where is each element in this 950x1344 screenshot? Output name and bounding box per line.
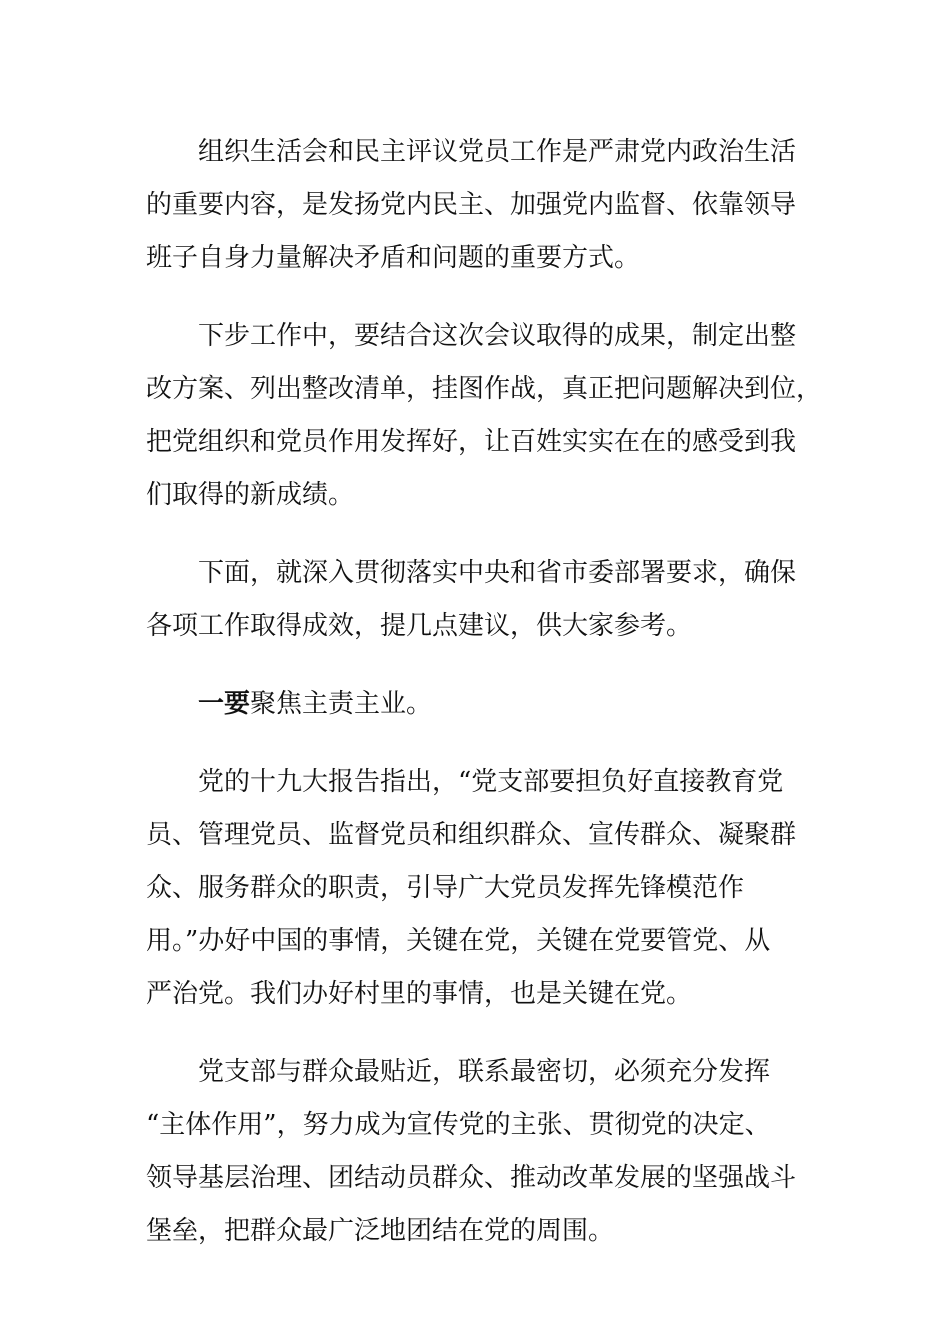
- text-line: 改方案、列出整改清单，挂图作战，真正把问题解决到位，: [146, 374, 823, 404]
- text-line: 们取得的新成绩。: [146, 480, 355, 510]
- text-line: 下步工作中，要结合这次会议取得的成果，制定出整: [198, 321, 797, 351]
- text-line: 众、服务群众的职责，引导广大党员发挥先锋模范作: [146, 873, 745, 903]
- text-line: 严治党。我们办好村里的事情，也是关键在党。: [146, 979, 693, 1009]
- heading-bold-lead: 一要: [198, 689, 251, 719]
- text-line: 用。”办好中国的事情，关键在党，关键在党要管党、从: [146, 926, 771, 956]
- text-line: 把党组织和党员作用发挥好，让百姓实实在在的感受到我: [146, 427, 797, 457]
- text-line: 党支部与群众最贴近，联系最密切，必须充分发挥: [198, 1057, 771, 1087]
- text-line: 领导基层治理、团结动员群众、推动改革发展的坚强战斗: [146, 1163, 797, 1193]
- paragraph-1: [146, 126, 806, 285]
- text-line: 员、管理党员、监督党员和组织群众、宣传群众、凝聚群: [146, 820, 797, 850]
- text-line: 班子自身力量解决矛盾和问题的重要方式。: [146, 243, 641, 273]
- text-line: 党的十九大报告指出，“党支部要担负好直接教育党: [198, 767, 784, 797]
- text-line: 的重要内容，是发扬党内民主、加强党内监督、依靠领导: [146, 190, 797, 220]
- text-line: 组织生活会和民主评议党员工作是严肃党内政治生活: [198, 137, 797, 167]
- paragraph-4: [146, 756, 806, 1021]
- section-heading: [146, 678, 806, 731]
- document-body: [146, 126, 823, 1283]
- paragraph-2: [146, 310, 823, 522]
- text-line: “主体作用”，努力成为宣传党的主张、贯彻党的决定、: [146, 1110, 771, 1140]
- paragraph-3: [146, 547, 806, 653]
- text-line: 各项工作取得成效，提几点建议，供大家参考。: [146, 611, 693, 641]
- paragraph-5: [146, 1046, 806, 1258]
- text-line: 堡垒，把群众最广泛地团结在党的周围。: [146, 1216, 615, 1246]
- text-line: 下面，就深入贯彻落实中央和省市委部署要求，确保: [198, 558, 797, 588]
- heading-text: 聚焦主责主业。: [250, 689, 433, 719]
- paragraph-heading-1: [146, 678, 806, 731]
